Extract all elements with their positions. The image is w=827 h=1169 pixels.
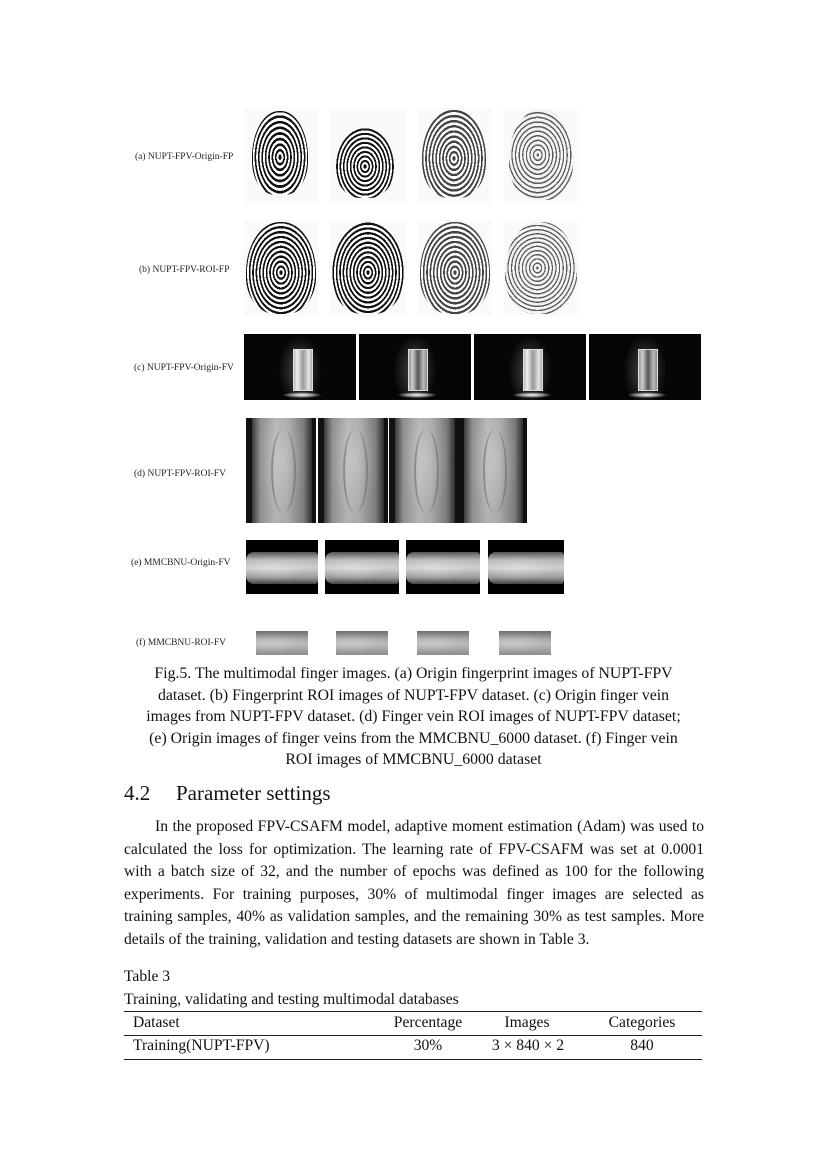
finger-vein-origin-image	[589, 334, 701, 400]
mmcbnu-roi-image	[499, 631, 551, 655]
body-paragraph: In the proposed FPV-CSAFM model, adaptive moment estimation (Adam) was used to calculated the loss for optimization. The learning rate of FPV-CSAFM was set at 0.0001 with a batch size of 32, and the number of epochs was defined as 100 for the following experiments. For training purposes, 30% of multimodal finger images are selected as training samples, 40% as validation samples, and the remaining 30% as test samples. More details of the training, validation and testing datasets are shown in Table 3.	[124, 818, 704, 948]
table-header-dataset: Dataset	[133, 1014, 180, 1031]
row-label-b: (b) NUPT-FPV-ROI-FP	[139, 265, 230, 275]
section-number: 4.2	[124, 781, 151, 805]
table-cell-images: 3 × 840 × 2	[491, 1037, 565, 1054]
section-title: Parameter settings	[176, 781, 331, 805]
finger-vein-origin-image	[244, 334, 356, 400]
table-cell-dataset: Training(NUPT-FPV)	[133, 1037, 270, 1054]
mmcbnu-origin-image	[406, 540, 480, 594]
caption-line: dataset. (b) Fingerprint ROI images of NUPT-FPV dataset. (c) Origin finger vein	[157, 686, 670, 704]
mmcbnu-origin-image	[488, 540, 564, 594]
row-label-e: (e) MMCBNU-Origin-FV	[131, 558, 231, 568]
table-cell-percentage: 30%	[413, 1037, 443, 1054]
row-label-c: (c) NUPT-FPV-Origin-FV	[134, 363, 234, 373]
section-heading	[124, 781, 331, 806]
table-title: Training, validating and testing multimodal databases	[124, 991, 459, 1008]
table-label: Table 3	[124, 968, 171, 985]
finger-vein-origin-image	[359, 334, 471, 400]
mmcbnu-roi-image	[256, 631, 308, 655]
row-label-f: (f) MMCBNU-ROI-FV	[136, 638, 226, 648]
table-header-categories: Categories	[608, 1014, 676, 1031]
caption-line: images from NUPT-FPV dataset. (d) Finger vein ROI images of NUPT-FPV dataset;	[146, 708, 681, 726]
caption-line: ROI images of MMCBNU_6000 dataset	[285, 751, 542, 769]
mmcbnu-roi-image	[417, 631, 469, 655]
row-label-a: (a) NUPT-FPV-Origin-FP	[135, 152, 234, 162]
finger-vein-roi-image	[318, 418, 388, 523]
table-cell-categories: 840	[630, 1037, 654, 1054]
fingerprint-origin-image	[418, 108, 492, 202]
fingerprint-origin-image	[330, 108, 406, 202]
figure-caption	[120, 663, 707, 771]
finger-vein-origin-image	[474, 334, 586, 400]
table-header-rule	[124, 1035, 702, 1036]
table-bottom-rule	[124, 1059, 702, 1060]
mmcbnu-roi-image	[336, 631, 388, 655]
caption-line: Fig.5. The multimodal finger images. (a) Origin fingerprint images of NUPT-FPV	[154, 665, 673, 682]
finger-vein-roi-image	[246, 418, 316, 523]
mmcbnu-origin-image	[246, 540, 318, 594]
caption-line: (e) Origin images of finger veins from the MMCBNU_6000 dataset. (f) Finger vein	[149, 729, 678, 747]
fingerprint-origin-image	[244, 108, 318, 202]
fingerprint-roi-image	[503, 220, 579, 316]
fingerprint-roi-image	[418, 220, 492, 316]
fingerprint-roi-image	[244, 220, 318, 316]
row-label-d: (d) NUPT-FPV-ROI-FV	[134, 469, 226, 479]
table-top-rule	[124, 1011, 702, 1012]
fingerprint-roi-image	[330, 220, 406, 316]
table-header-percentage: Percentage	[393, 1014, 463, 1031]
finger-vein-roi-image	[389, 418, 459, 523]
table-header-images: Images	[504, 1014, 550, 1031]
fingerprint-origin-image	[503, 108, 579, 202]
finger-vein-roi-image	[459, 418, 527, 523]
mmcbnu-origin-image	[325, 540, 399, 594]
